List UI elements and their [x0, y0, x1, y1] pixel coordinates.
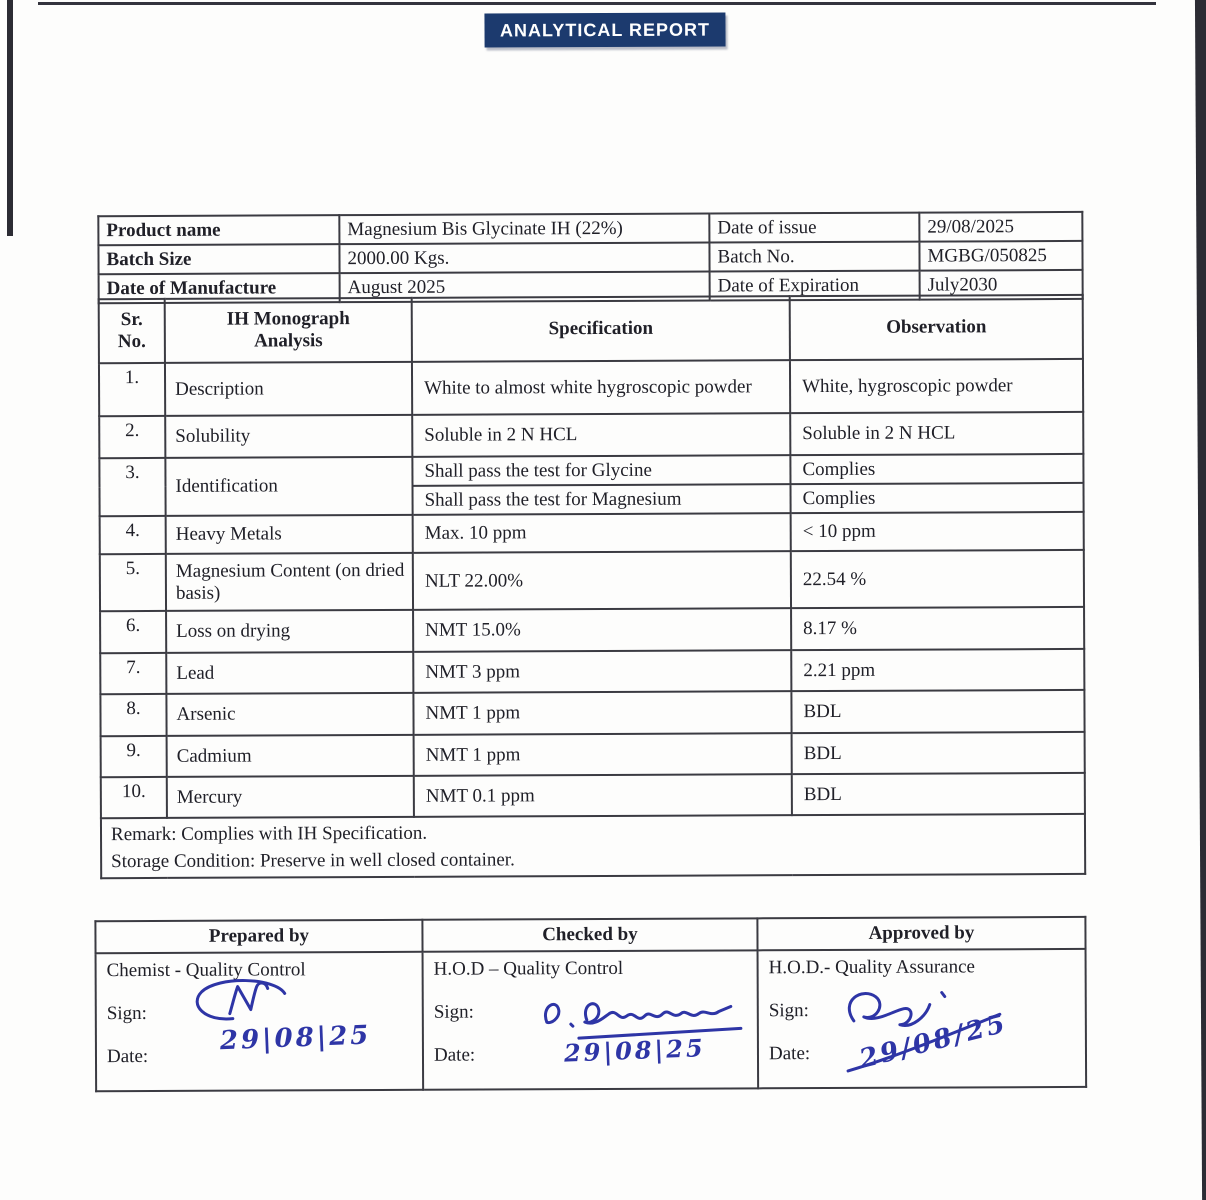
sr-cell: 4. [100, 516, 166, 554]
remark-cell [101, 814, 1085, 878]
analysis-cell: Description [165, 362, 412, 416]
approved-by-role: H.O.D.- Quality Assurance [768, 956, 975, 979]
analysis-cell: Mercury [167, 776, 414, 818]
date-label: Date: [106, 1045, 149, 1068]
report-title: ANALYTICAL REPORT [499, 19, 711, 41]
table-row [101, 732, 1085, 777]
analysis-cell: Magnesium Content (on dried basis) [166, 553, 413, 611]
sr-cell: 10. [101, 777, 167, 818]
analysis-header-row [99, 295, 1083, 363]
storage-condition-line: Storage Condition: Preserve in well closed container. [111, 849, 515, 873]
analysis-cell: Heavy Metals [166, 515, 413, 554]
sr-cell: 6. [100, 611, 166, 653]
table-row [100, 512, 1084, 554]
table-row [100, 649, 1084, 694]
sr-header-line2: No. [117, 330, 146, 353]
specification-header: Specification [412, 296, 790, 362]
sr-cell: 1. [99, 363, 165, 416]
analysis-cell: Identification [165, 457, 412, 516]
sign-label: Sign: [768, 1000, 809, 1022]
observation-cell: Complies [790, 483, 1083, 513]
observation-header: Observation [790, 295, 1083, 360]
analysis-header: IH Monograph Analysis [165, 298, 412, 363]
remark-line: Remark: Complies with IH Specification. [110, 822, 428, 846]
analysis-table [98, 294, 1087, 879]
sign-label: Sign: [106, 1002, 147, 1025]
report-title-banner [484, 12, 725, 47]
specification-cell: White to almost white hygroscopic powder [412, 360, 790, 415]
prepared-by-header: Prepared by [95, 920, 422, 953]
specification-cell: NMT 3 ppm [413, 650, 791, 693]
batch-size-label: Batch Size [98, 244, 339, 274]
observation-cell: 22.54 % [791, 550, 1084, 608]
prepared-date-handwritten: 29|08|25 [219, 1020, 372, 1057]
checked-by-header: Checked by [422, 918, 757, 951]
analysis-cell: Cadmium [167, 735, 414, 777]
batch-no-label: Batch No. [709, 242, 919, 272]
specification-cell: NMT 1 ppm [413, 691, 791, 735]
observation-cell: < 10 ppm [791, 512, 1084, 551]
observation-cell: BDL [791, 690, 1084, 733]
table-row [99, 454, 1083, 487]
sr-cell: 9. [101, 736, 167, 777]
observation-cell: White, hygroscopic powder [790, 359, 1083, 413]
specification-cell: NLT 22.00% [413, 551, 791, 610]
analysis-cell: Lead [166, 652, 413, 694]
specification-cell: Soluble in 2 N HCL [412, 413, 790, 457]
observation-cell: 2.21 ppm [791, 649, 1084, 691]
approved-date-handwritten: 29/08/25 [856, 1008, 1011, 1075]
sr-cell: 3. [99, 458, 165, 516]
sign-label: Sign: [433, 1001, 474, 1023]
observation-cell: 8.17 % [791, 607, 1084, 650]
table-row [100, 690, 1084, 736]
product-name-label: Product name [98, 215, 339, 245]
date-of-issue-value: 29/08/2025 [919, 212, 1082, 242]
approved-by-header: Approved by [757, 917, 1085, 950]
table-row [100, 550, 1084, 611]
table-row [100, 607, 1084, 653]
remark-row [101, 814, 1085, 878]
sr-header-line1: Sr. [120, 309, 143, 331]
sr-no-header [99, 299, 165, 363]
checked-date-handwritten: 29|08|25 [563, 1033, 707, 1068]
date-of-expiration-value: July2030 [920, 270, 1083, 300]
specification-cell: Max. 10 ppm [413, 513, 791, 553]
checked-by-role: H.O.D – Quality Control [433, 957, 624, 980]
specification-cell: NMT 0.1 ppm [414, 774, 792, 817]
analysis-cell: Arsenic [166, 693, 413, 736]
specification-cell: NMT 1 ppm [414, 733, 792, 776]
table-row [99, 359, 1083, 416]
observation-cell: Soluble in 2 N HCL [790, 412, 1083, 455]
date-of-issue-label: Date of issue [709, 213, 919, 243]
prepared-by-role: Chemist - Quality Control [106, 959, 306, 982]
date-label: Date: [768, 1043, 811, 1065]
date-label: Date: [433, 1044, 476, 1066]
date-of-expiration-label: Date of Expiration [710, 271, 920, 301]
signature-header-row [95, 917, 1085, 953]
analysis-cell: Loss on drying [166, 610, 413, 653]
date-of-manufacture-label: Date of Manufacture [99, 273, 340, 303]
date-of-manufacture-value: August 2025 [340, 272, 710, 303]
info-row [98, 241, 1082, 274]
sr-cell: 2. [99, 416, 165, 458]
batch-size-value: 2000.00 Kgs. [339, 243, 709, 274]
observation-cell: BDL [792, 732, 1085, 774]
sr-cell: 7. [100, 653, 166, 694]
sr-cell: 8. [100, 694, 166, 736]
analysis-cell: Solubility [165, 415, 412, 458]
observation-cell: Complies [790, 454, 1083, 484]
table-row [101, 773, 1085, 818]
observation-cell: BDL [792, 773, 1085, 815]
specification-cell: Shall pass the test for Glycine [412, 455, 790, 486]
info-row [98, 212, 1082, 245]
specification-cell: Shall pass the test for Magnesium [413, 484, 791, 515]
batch-no-value: MGBG/050825 [919, 241, 1082, 271]
table-row [99, 412, 1083, 458]
sr-cell: 5. [100, 554, 166, 611]
product-info-table [97, 211, 1083, 304]
specification-cell: NMT 15.0% [413, 608, 791, 652]
product-name-value: Magnesium Bis Glycinate IH (22%) [339, 214, 709, 245]
